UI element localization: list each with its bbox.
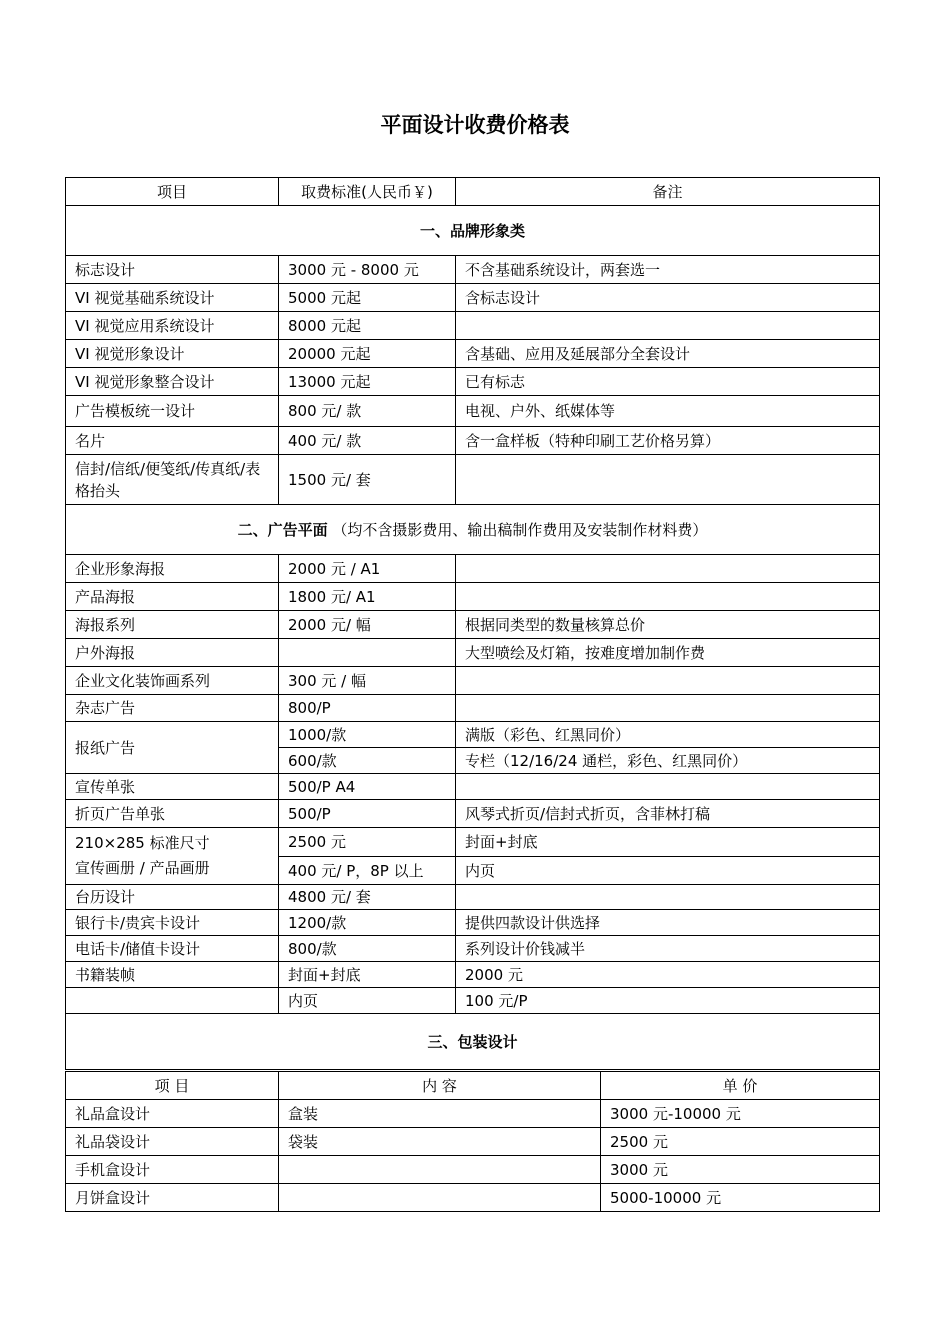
table-row [66, 1128, 880, 1156]
cell-price: 3000 元 [601, 1156, 880, 1184]
table-row [66, 427, 880, 455]
brochure-type: 宣传画册 / 产品画册 [75, 859, 210, 877]
cell-fee: 600/款 [279, 748, 456, 774]
cell-content: 袋装 [279, 1128, 601, 1156]
cell-item: 户外海报 [66, 639, 279, 667]
cell-note [456, 312, 880, 340]
cell-item: VI 视觉形象整合设计 [66, 368, 279, 396]
table-row [66, 256, 880, 284]
section-subtitle-ads: （均不含摄影费用、输出稿制作费用及安装制作材料费） [332, 520, 708, 539]
header-fee: 取费标准(人民币￥) [279, 178, 456, 206]
cell-item: VI 视觉基础系统设计 [66, 284, 279, 312]
brochure-size: 210×285 标准尺寸 [75, 834, 210, 852]
table-row [66, 667, 880, 695]
table-row [66, 1184, 880, 1212]
table-row [66, 1100, 880, 1128]
table-row [66, 695, 880, 722]
cell-item: 企业形象海报 [66, 555, 279, 583]
cell-fee: 3000 元 - 8000 元 [279, 256, 456, 284]
cell-item: 广告模板统一设计 [66, 396, 279, 427]
table-row [66, 455, 880, 505]
cell-fee: 13000 元起 [279, 368, 456, 396]
cell-note [456, 555, 880, 583]
table-row [66, 828, 880, 857]
section-header-ads [66, 505, 880, 555]
cell-note: 提供四款设计供选择 [456, 910, 880, 936]
cell-item: 名片 [66, 427, 279, 455]
packaging-header-content: 内 容 [279, 1072, 601, 1100]
cell-item: 报纸广告 [66, 722, 279, 774]
cell-fee: 1800 元/ A1 [279, 583, 456, 611]
cell-item: 标志设计 [66, 256, 279, 284]
cell-fee: 400 元/ P，8P 以上 [279, 857, 456, 885]
cell-note: 已有标志 [456, 368, 880, 396]
cell-note: 系列设计价钱减半 [456, 936, 880, 962]
cell-fee: 20000 元起 [279, 340, 456, 368]
cell-item: 海报系列 [66, 611, 279, 639]
table-row [66, 340, 880, 368]
cell-item: 信封/信纸/便笺纸/传真纸/表格抬头 [66, 455, 279, 505]
cell-item: 礼品袋设计 [66, 1128, 279, 1156]
cell-note [456, 695, 880, 722]
cell-note: 含一盒样板（特种印刷工艺价格另算） [456, 427, 880, 455]
table-row [66, 962, 880, 988]
packaging-header-item: 项 目 [66, 1072, 279, 1100]
section-header-packaging [66, 1014, 880, 1070]
cell-fee: 1000/款 [279, 722, 456, 748]
cell-item: 礼品盒设计 [66, 1100, 279, 1128]
cell-note: 含标志设计 [456, 284, 880, 312]
table-row [66, 284, 880, 312]
table-row [66, 885, 880, 910]
table-row [66, 611, 880, 639]
cell-note: 封面+封底 [456, 828, 880, 857]
table-row [66, 583, 880, 611]
cell-item: 手机盒设计 [66, 1156, 279, 1184]
section-title-packaging: 三、包装设计 [427, 1032, 518, 1051]
cell-item: 电话卡/储值卡设计 [66, 936, 279, 962]
table-row [66, 774, 880, 800]
cell-price: 3000 元-10000 元 [601, 1100, 880, 1128]
cell-price: 5000-10000 元 [601, 1184, 880, 1212]
cell-note [456, 885, 880, 910]
cell-note: 风琴式折页/信封式折页，含菲林打稿 [456, 800, 880, 828]
table-row [66, 936, 880, 962]
cell-item: 宣传单张 [66, 774, 279, 800]
cell-note [456, 667, 880, 695]
cell-fee: 2000 元 / A1 [279, 555, 456, 583]
price-table [65, 177, 880, 1070]
packaging-header-price: 单 价 [601, 1072, 880, 1100]
table-row [66, 368, 880, 396]
table-row [66, 312, 880, 340]
cell-fee: 300 元 / 幅 [279, 667, 456, 695]
section-title-ads: 二、广告平面 [237, 520, 328, 539]
cell-item: 杂志广告 [66, 695, 279, 722]
cell-item: 产品海报 [66, 583, 279, 611]
cell-item: 台历设计 [66, 885, 279, 910]
cell-note: 满版（彩色、红黑同价） [456, 722, 880, 748]
cell-note: 内页 [456, 857, 880, 885]
cell-item: 月饼盒设计 [66, 1184, 279, 1212]
cell-note: 大型喷绘及灯箱，按难度增加制作费 [456, 639, 880, 667]
cell-fee: 1500 元/ 套 [279, 455, 456, 505]
cell-fee: 1200/款 [279, 910, 456, 936]
cell-fee: 800 元/ 款 [279, 396, 456, 427]
cell-item [66, 828, 279, 885]
cell-price: 2500 元 [601, 1128, 880, 1156]
cell-note [456, 583, 880, 611]
page-title: 平面设计收费价格表 [380, 113, 570, 137]
cell-fee: 2500 元 [279, 828, 456, 857]
header-item: 项目 [66, 178, 279, 206]
table-row [66, 988, 880, 1014]
cell-item: 折页广告单张 [66, 800, 279, 828]
table-row [66, 1156, 880, 1184]
cell-item: VI 视觉形象设计 [66, 340, 279, 368]
packaging-table [65, 1071, 880, 1212]
section-title-brand: 一、品牌形象类 [419, 221, 525, 240]
header-note: 备注 [456, 178, 880, 206]
cell-fee: 内页 [279, 988, 456, 1014]
cell-content: 盒装 [279, 1100, 601, 1128]
cell-item: 企业文化装饰画系列 [66, 667, 279, 695]
cell-note: 不含基础系统设计，两套选一 [456, 256, 880, 284]
cell-item: 书籍装帧 [66, 962, 279, 988]
cell-note: 电视、户外、纸媒体等 [456, 396, 880, 427]
table-row [66, 555, 880, 583]
cell-fee: 5000 元起 [279, 284, 456, 312]
cell-note: 含基础、应用及延展部分全套设计 [456, 340, 880, 368]
cell-fee: 8000 元起 [279, 312, 456, 340]
table-header-row [66, 178, 880, 206]
cell-fee [279, 639, 456, 667]
cell-fee: 800/P [279, 695, 456, 722]
cell-item: 银行卡/贵宾卡设计 [66, 910, 279, 936]
cell-fee: 800/款 [279, 936, 456, 962]
table-row [66, 639, 880, 667]
cell-fee: 4800 元/ 套 [279, 885, 456, 910]
cell-fee: 封面+封底 [279, 962, 456, 988]
section-header-brand [66, 206, 880, 256]
table-row [66, 722, 880, 748]
cell-note [456, 774, 880, 800]
cell-fee: 500/P A4 [279, 774, 456, 800]
packaging-header-row [66, 1072, 880, 1100]
cell-content [279, 1156, 601, 1184]
cell-item [66, 988, 279, 1014]
cell-content [279, 1184, 601, 1212]
table-row [66, 396, 880, 427]
cell-note: 2000 元 [456, 962, 880, 988]
cell-note: 根据同类型的数量核算总价 [456, 611, 880, 639]
cell-note: 100 元/P [456, 988, 880, 1014]
cell-fee: 400 元/ 款 [279, 427, 456, 455]
cell-fee: 500/P [279, 800, 456, 828]
cell-note [456, 455, 880, 505]
table-row [66, 800, 880, 828]
cell-item: VI 视觉应用系统设计 [66, 312, 279, 340]
cell-fee: 2000 元/ 幅 [279, 611, 456, 639]
table-row [66, 910, 880, 936]
cell-note: 专栏（12/16/24 通栏，彩色、红黑同价） [456, 748, 880, 774]
